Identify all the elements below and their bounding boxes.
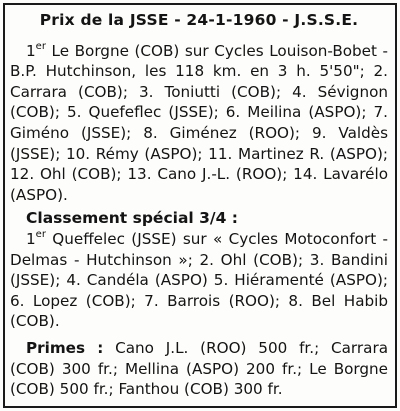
race-results-paragraph: [10, 41, 388, 206]
special-classification-text: Queffelec (JSSE) sur « Cycles Motoconfort - Delmas - Hutchinson »; 2. Ohl (COB); 3. Bandini (JSSE); 4. Candéla (ASPO) 5. Hiéramenté (ASPO); 6. Lopez (COB); 7. Barrois (ROO); 8. Bel Habib (COB).: [10, 229, 388, 331]
prizes-paragraph: [10, 338, 388, 400]
special-classification-paragraph: [10, 229, 388, 332]
special-classification-heading: Classement spécial 3/4 :: [26, 209, 238, 228]
special-first-ordinal: er: [35, 228, 46, 240]
first-place-ordinal: er: [35, 40, 46, 52]
special-first-number: 1: [26, 229, 36, 248]
prizes-text: Cano J.L. (ROO) 500 fr.; Carrara (COB) 300 fr.; Mellina (ASPO) 200 fr.; Le Borgne (COB) 500 fr.; Fanthou (COB) 300 fr.: [10, 338, 388, 399]
first-place-number: 1: [26, 41, 36, 60]
prizes-label: Primes :: [26, 338, 104, 357]
race-title: Prix de la JSSE - 24-1-1960 - J.S.S.E.: [39, 11, 359, 29]
race-results-text: Le Borgne (COB) sur Cycles Louison-Bobet - B.P. Hutchinson, les 118 km. en 3 h. 5'50"; 2. Carrara (COB); 3. Toniutti (COB); 4. Sévignon (COB); 5. Quefeflec (JSSE); 6. Meilina (ASPO); 7. Giméno (JSSE); 8. Giménez (ROO); 9. Valdès (JSSE); 10. Rémy (ASPO); 11. Martinez R. (ASPO); 12. Ohl (COB); 13. Cano J.-L. (ROO); 14. Lavarélo (ASPO).: [10, 41, 389, 204]
clipping-content: [10, 8, 388, 400]
